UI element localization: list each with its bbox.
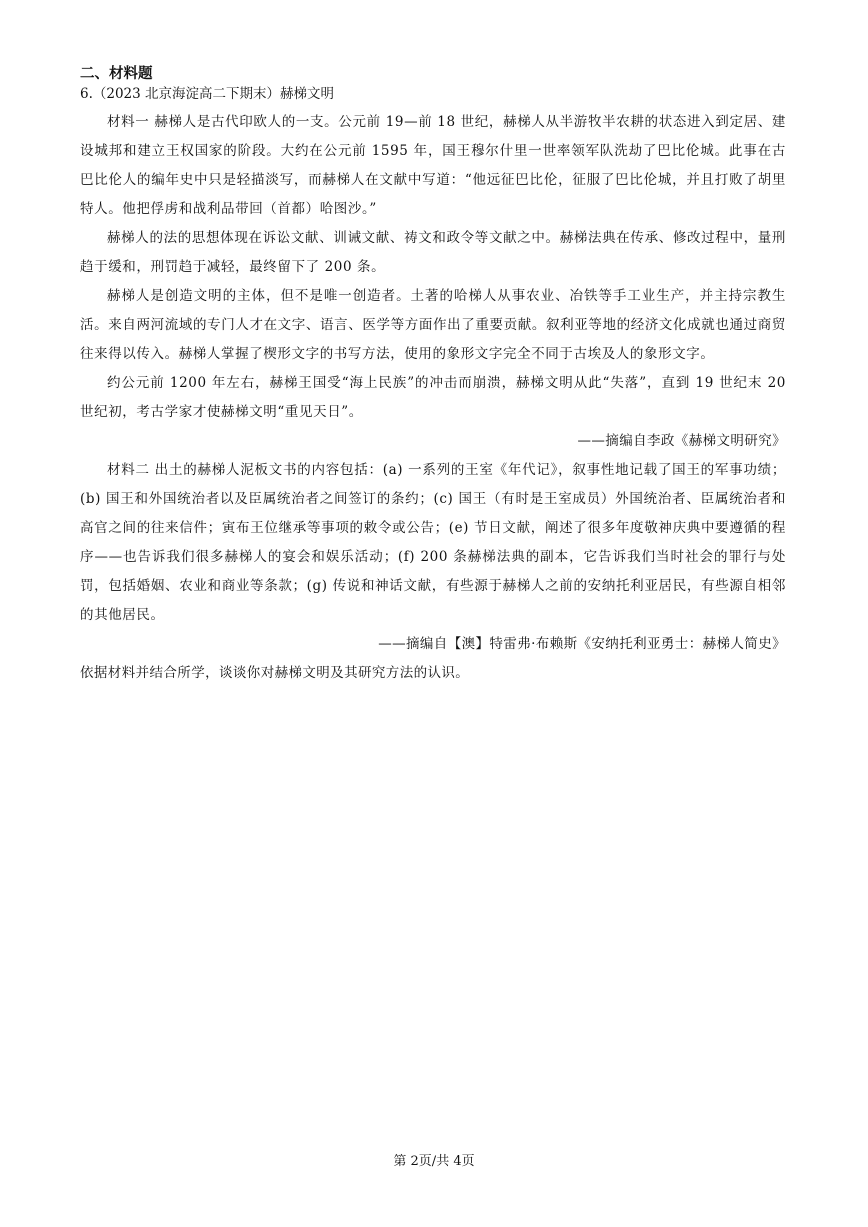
question-header: 6.（2023 北京海淀高二下期末）赫梯文明 bbox=[80, 86, 335, 102]
material-one-paragraph: 赫梯人是创造文明的主体，但不是唯一创造者。土著的哈梯人从事农业、冶铁等手工业生产，并主持宗教生活。来自两河流域的专门人才在文字、语言、医学等方面作出了重要贡献。叙利亚等地的经济文化成就也通过商贸往来得以传入。赫梯人掌握了楔形文字的书写方法，使用的象形文字完全不同于古埃及人的象形文字。 bbox=[80, 288, 786, 362]
material-two-paragraph: 材料二 出土的赫梯人泥板文书的内容包括：(a) 一系列的王室《年代记》，叙事性地记载了国王的军事功绩；(b) 国王和外国统治者以及臣属统治者之间签订的条约；(c) 国王（有时是王室成员）外国统治者、臣属统治者和高官之间的往来信件；寅布王位继承等事项的敕令或公告；(e) 节日文献，阐述了很多年度敬神庆典中要遵循的程序——也告诉我们很多赫梯人的宴会和娱乐活动；(f) 200 条赫梯法典的副本，它告诉我们当时社会的罪行与处罚，包括婚姻、农业和商业等条款；(g) 传说和神话文献，有些源于赫梯人之前的安纳托利亚居民，有些源自相邻的其他居民。 bbox=[80, 462, 786, 623]
page-footer: 第 2页/共 4页 bbox=[393, 1154, 475, 1169]
material-one-paragraph: 材料一 赫梯人是古代印欧人的一支。公元前 19—前 18 世纪，赫梯人从半游牧半农耕的状态进入到定居、建设城邦和建立王权国家的阶段。大约在公元前 1595 年，国王穆尔什里一世率领军队洗劫了巴比伦城。此事在古巴比伦人的编年史中只是轻描淡写，而赫梯人在文献中写道：“他远征巴比伦，征服了巴比伦城，并且打败了胡里特人。他把俘虏和战利品带回（首都）哈图沙。” bbox=[80, 114, 786, 217]
material-one-paragraph: 约公元前 1200 年左右，赫梯王国受“海上民族”的冲击而崩溃，赫梯文明从此“失落”，直到 19 世纪末 20 世纪初，考古学家才使赫梯文明“重见天日”。 bbox=[80, 375, 786, 420]
section-heading: 二、材料题 bbox=[80, 66, 153, 82]
material-two bbox=[80, 456, 786, 659]
page-content bbox=[80, 64, 786, 688]
question-prompt: 依据材料并结合所学，谈谈你对赫梯文明及其研究方法的认识。 bbox=[80, 665, 470, 681]
material-one bbox=[80, 108, 786, 456]
material-one-source: ——摘编自李政《赫梯文明研究》 bbox=[577, 433, 786, 449]
material-two-source: ——摘编自【澳】特雷弗·布赖斯《安纳托利亚勇士：赫梯人简史》 bbox=[378, 636, 786, 652]
material-one-paragraph: 赫梯人的法的思想体现在诉讼文献、训诫文献、祷文和政令等文献之中。赫梯法典在传承、修改过程中，量刑趋于缓和，刑罚趋于减轻，最终留下了 200 条。 bbox=[80, 230, 786, 275]
